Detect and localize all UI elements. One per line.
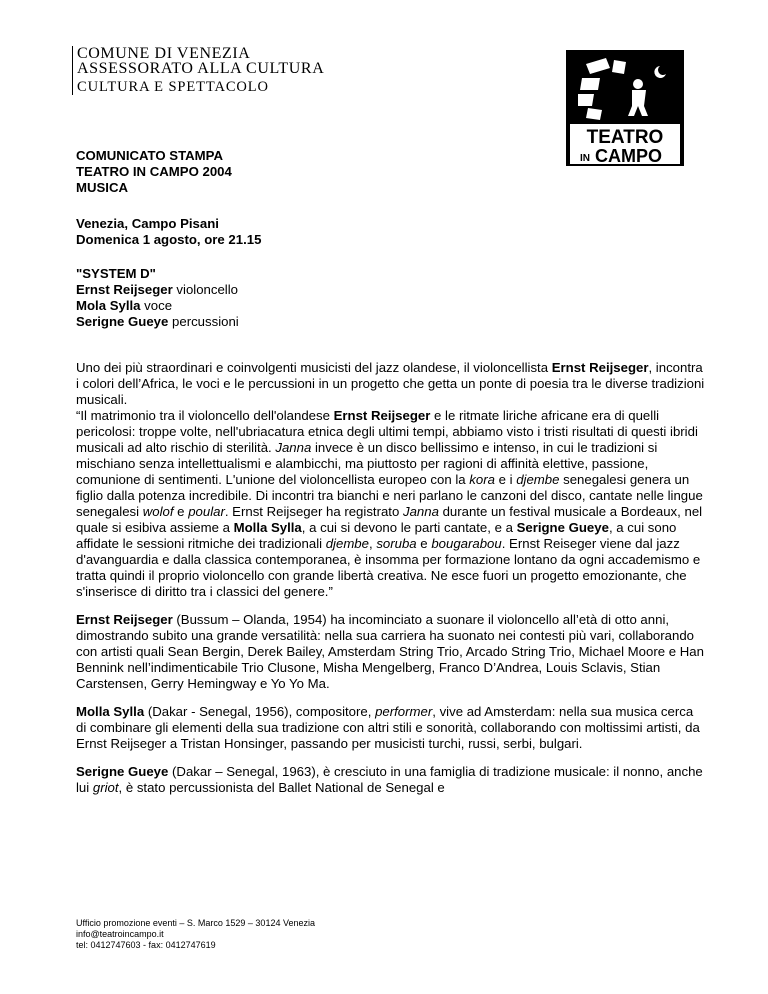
letterhead-comune: COMUNE DI VENEZIA bbox=[77, 45, 251, 62]
text-run: , vive ad Amsterdam: nella sua musica cerca di combinare gli elementi della sua tradizione con altri stili e sonorità, collaborando con moltissimi artisti, da Ernst Reijseger a Tristan Honsinger, passando per musicisti turchi, russi, serbi, bulgari. bbox=[76, 704, 700, 751]
letterhead bbox=[72, 46, 324, 95]
text-run: , è stato percussionista del Ballet National de Senegal e bbox=[118, 780, 445, 795]
text-run: e i bbox=[494, 472, 517, 487]
footer-email: info@teatroincampo.it bbox=[76, 929, 164, 939]
press-release-heading bbox=[76, 148, 232, 196]
event-place: Venezia, Campo Pisani bbox=[76, 216, 219, 231]
heading-comunicato: COMUNICATO STAMPA bbox=[76, 148, 224, 163]
text-run: Uno dei più straordinari e coinvolgenti musicisti del jazz olandese, il violoncellista bbox=[76, 360, 552, 375]
text-run: , bbox=[368, 536, 377, 551]
text-run: e bbox=[416, 536, 432, 551]
bold-run: Serigne Gueye bbox=[516, 520, 609, 535]
text-run: (Dakar - Senegal, 1956), compositore, bbox=[144, 704, 376, 719]
italic-run: poular bbox=[188, 504, 225, 519]
event-date: Domenica 1 agosto, ore 21.15 bbox=[76, 232, 262, 247]
paragraph-intro bbox=[76, 360, 706, 600]
paragraph-reijseger-bio bbox=[76, 612, 706, 692]
event-info bbox=[76, 216, 261, 248]
text-run: , a cui sono affidate le sessioni ritmiche dei tradizionali bbox=[76, 520, 677, 551]
footer-contacts bbox=[76, 918, 315, 951]
bold-run: Molla Sylla bbox=[233, 520, 302, 535]
text-run: . Ernst Reijseger ha registrato bbox=[224, 504, 403, 519]
text-run: , a cui si devono le parti cantate, e a bbox=[301, 520, 517, 535]
cast-member bbox=[76, 314, 239, 330]
cast-member bbox=[76, 282, 239, 298]
cast-role: voce bbox=[144, 298, 173, 313]
show-title: "SYSTEM D" bbox=[76, 266, 156, 281]
italic-run: Janna bbox=[275, 440, 312, 455]
text-run: . Ernst Reiseger viene dal jazz d'avanguardia e dalla classica contemporanea, è insomma per formazione lontano da ogni accademismo e tratta quindi il proprio violoncello con grande libertà creativa. Ne esce fuori un progetto emozionante, che s'inserisce di diritto tra i classici del genere.” bbox=[76, 536, 701, 599]
text-run: , incontra i colori dell’Africa, le voci e le percussioni in un progetto che getta un ponte di poesia tra le diverse tradizioni musicali. bbox=[76, 360, 705, 407]
cast-name: Serigne Gueye bbox=[76, 314, 169, 329]
italic-run: wolof bbox=[142, 504, 174, 519]
letterhead-cultura: CULTURA E SPETTACOLO bbox=[77, 79, 269, 95]
bold-run: Ernst Reijseger bbox=[551, 360, 649, 375]
italic-run: bougarabou bbox=[431, 536, 502, 551]
text-run: (Bussum – Olanda, 1954) ha incominciato a suonare il violoncello all’età di otto anni, dimostrando subito una grande versatilità: nella sua carriera ha suonato nei contesti più vari, collaborando con artisti quali Sean Bergin, Derek Bailey, Amsterdam String Trio, Arcado String Trio, Michael Moore e Han Bennink nell’indimenticabile Trio Clusone, Misha Mengelberg, Franco D’Andrea, Louis Sclavis, Stian Carstensen, Gerry Hemingway e Yo Yo Ma. bbox=[76, 612, 704, 691]
italic-run: soruba bbox=[376, 536, 417, 551]
italic-run: griot bbox=[92, 780, 119, 795]
teatro-in-campo-logo bbox=[566, 50, 684, 166]
paragraph-gueye-bio bbox=[76, 764, 706, 796]
bold-run: Serigne Gueye bbox=[76, 764, 169, 779]
italic-run: Janna bbox=[402, 504, 439, 519]
cast-role: percussioni bbox=[172, 314, 239, 329]
logo-text-in: IN bbox=[580, 153, 590, 164]
bold-run: Ernst Reijseger bbox=[76, 612, 173, 627]
heading-musica: MUSICA bbox=[76, 180, 129, 195]
text-run: (Dakar – Senegal, 1963), è cresciuto in una famiglia di tradizione musicale: il nonno, anche lui bbox=[76, 764, 703, 795]
italic-run: djembe bbox=[325, 536, 369, 551]
cast-name: Ernst Reijseger bbox=[76, 282, 173, 297]
italic-run: kora bbox=[469, 472, 495, 487]
cast-member bbox=[76, 298, 239, 314]
paragraph-sylla-bio bbox=[76, 704, 706, 752]
text-run: senegalesi genera un figlio dalla potenza incredibile. Di incontri tra bianchi e neri parlano le canzoni del disco, cantate nelle lingue senegalesi bbox=[76, 472, 703, 519]
footer-address: Ufficio promozione eventi – S. Marco 1529 – 30124 Venezia bbox=[76, 918, 315, 928]
cast-list bbox=[76, 266, 239, 330]
text-run: durante un festival musicale a Bordeaux, nel quale si esibiva assieme a bbox=[76, 504, 703, 535]
text-run: e bbox=[173, 504, 189, 519]
logo-text-teatro: TEATRO bbox=[586, 127, 664, 148]
text-run: e le ritmate liriche africane era di quelli pericolosi: troppe volte, nell'ubriacatura etnica degli ultimi tempi, abbiamo visto i tristi risultati di questi ibridi musicali ad alto rischio di sterilità. bbox=[76, 408, 698, 455]
italic-run: djembe bbox=[516, 472, 560, 487]
bold-run: Ernst Reijseger bbox=[333, 408, 431, 423]
cast-name: Mola Sylla bbox=[76, 298, 141, 313]
body-text bbox=[76, 360, 706, 808]
letterhead-assessorato: ASSESSORATO ALLA CULTURA bbox=[77, 60, 325, 77]
footer-phone: tel: 0412747603 - fax: 0412747619 bbox=[76, 940, 216, 950]
italic-run: performer bbox=[375, 704, 433, 719]
text-run: “Il matrimonio tra il violoncello dell'olandese bbox=[76, 408, 334, 423]
cast-role: violoncello bbox=[176, 282, 239, 297]
heading-teatro: TEATRO IN CAMPO 2004 bbox=[76, 164, 232, 179]
text-run: invece è un disco bellissimo e intenso, in cui le tradizioni si mischiano senza intellettualismi e alambicchi, ma piuttosto per ragioni di affinità elettive, passione, comunione di sentimenti. L'unione del violoncellista europeo con la bbox=[76, 440, 658, 487]
logo-text-campo: CAMPO bbox=[595, 146, 662, 166]
bold-run: Molla Sylla bbox=[76, 704, 145, 719]
